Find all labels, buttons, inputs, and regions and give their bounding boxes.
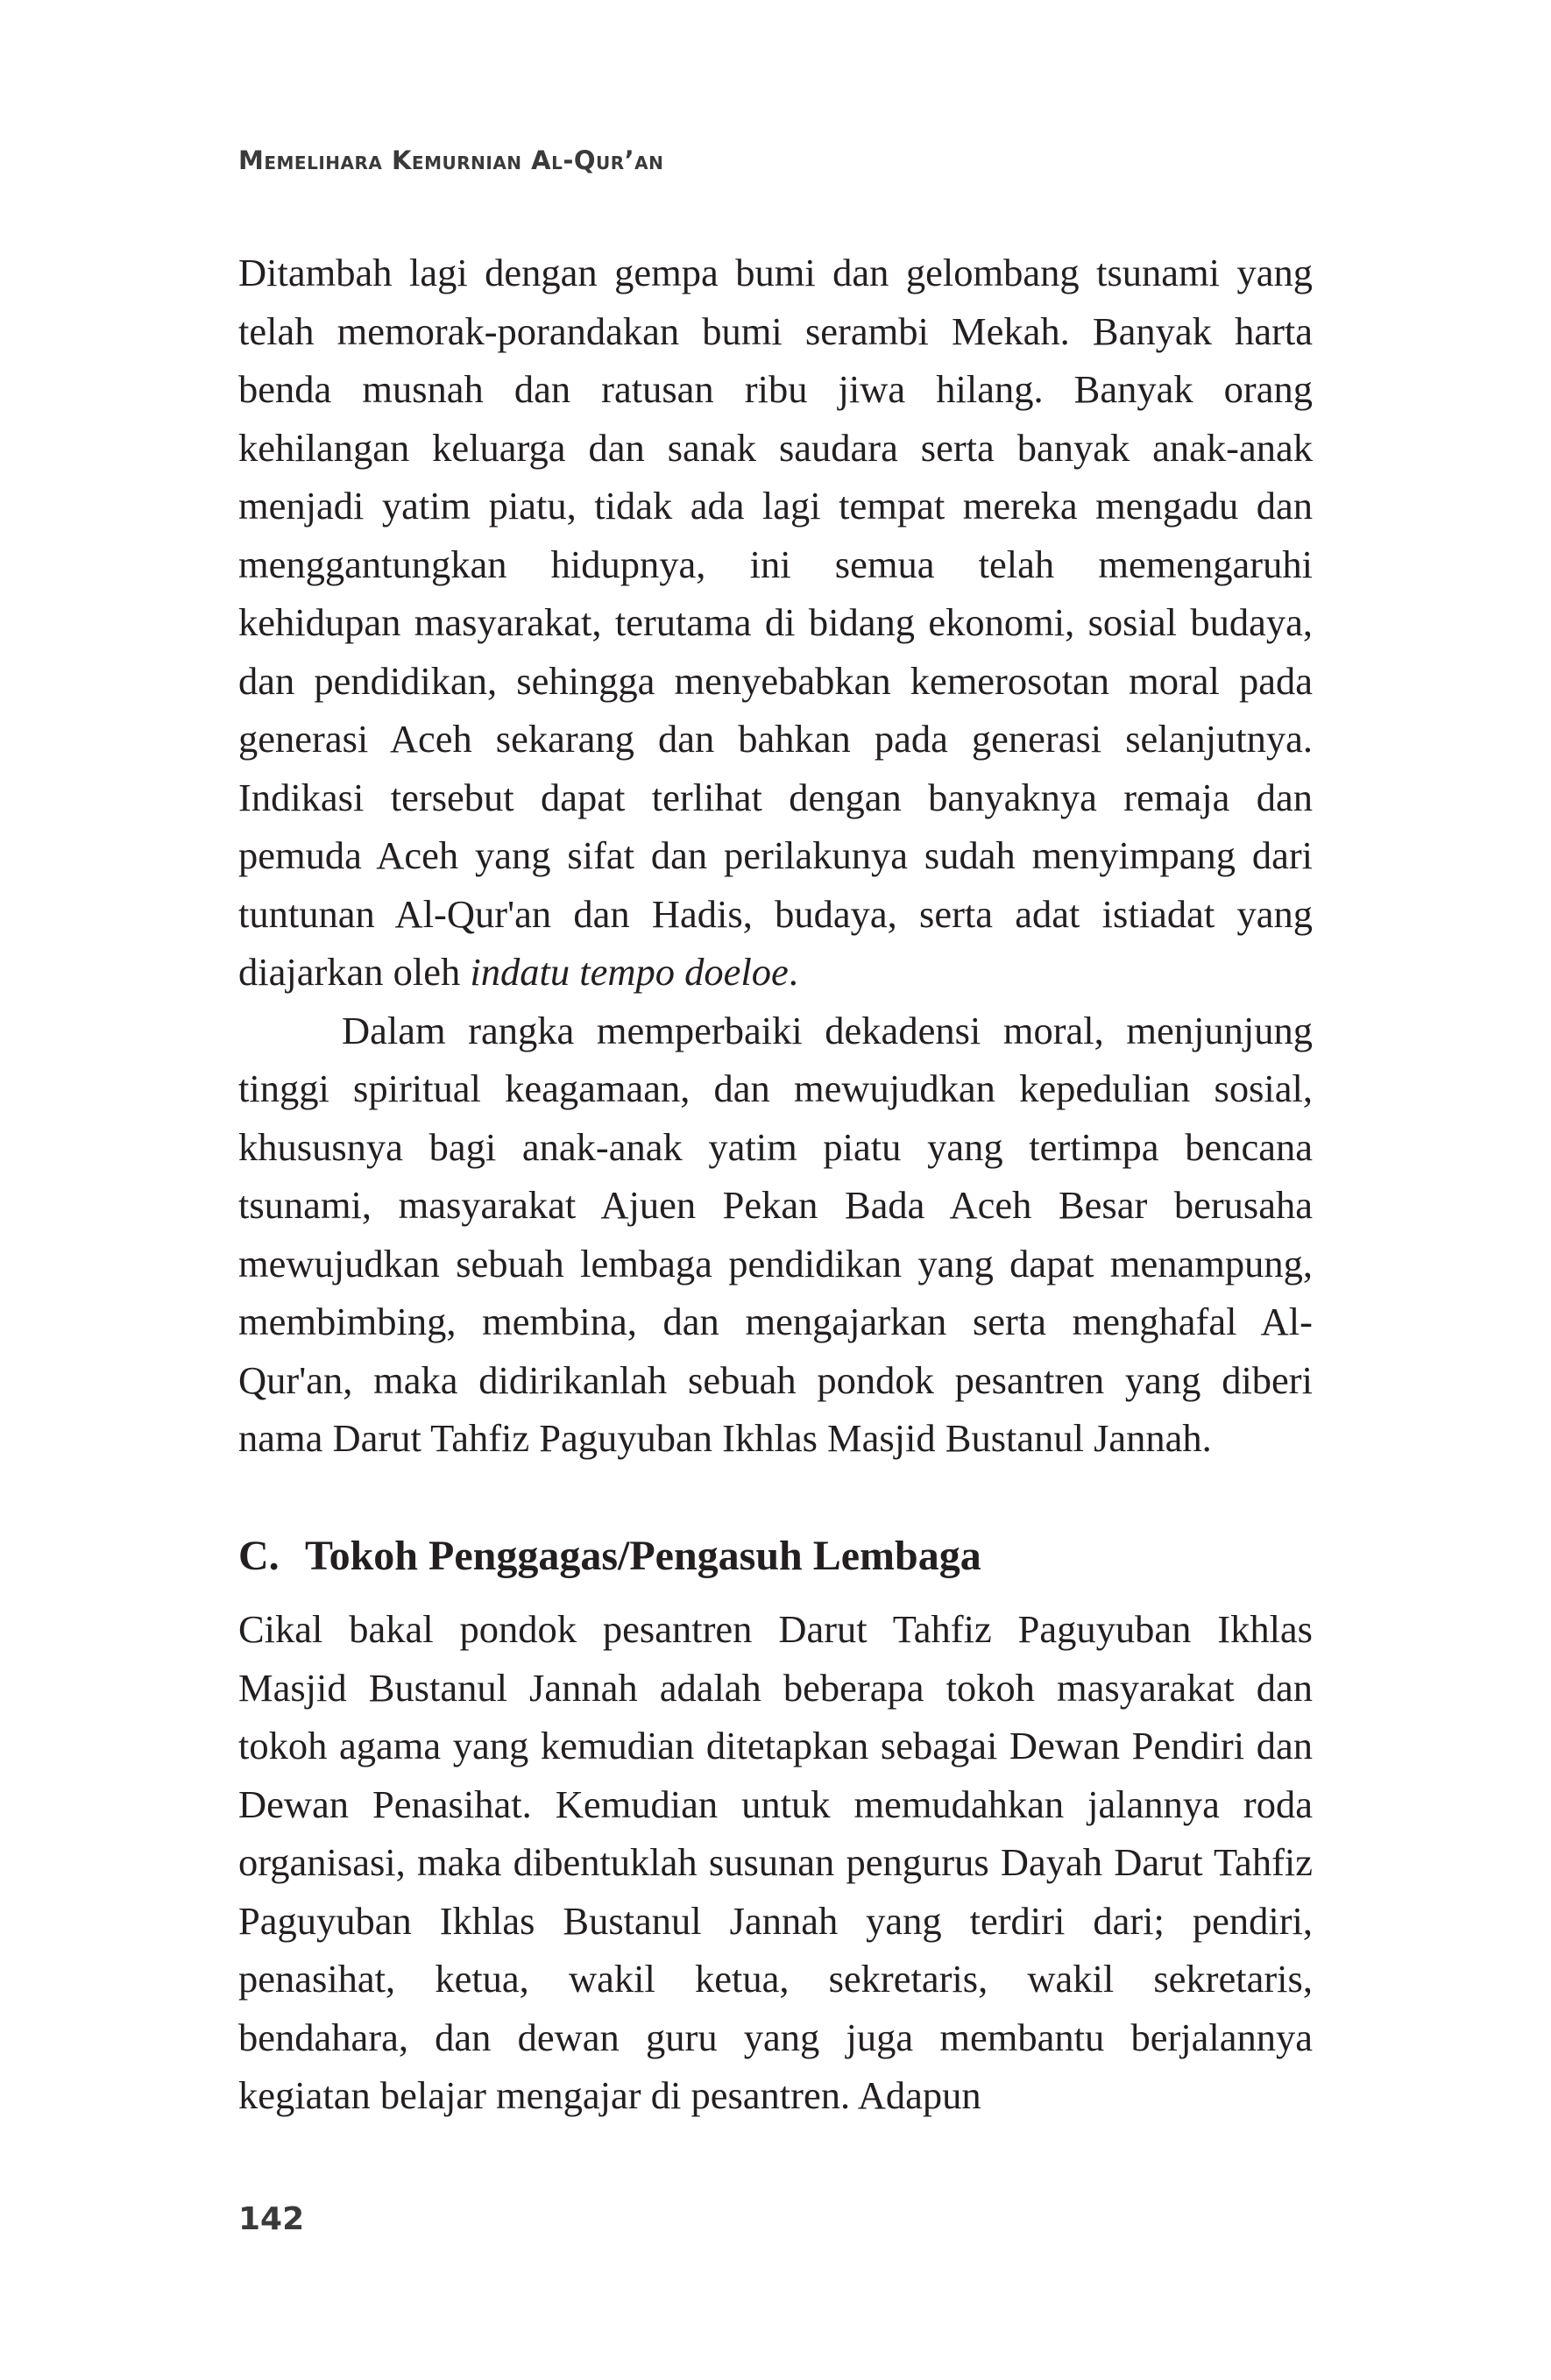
running-head: Memelihara Kemurnian Al-Qur’an	[238, 145, 664, 175]
body-text-upper	[238, 244, 1313, 1468]
paragraph-1-italic-term: indatu tempo doeloe	[470, 950, 789, 994]
section-letter: C.	[238, 1533, 280, 1579]
paragraph-2: Dalam rangka memperbaiki dekadensi moral, menjunjung tinggi spiritual keagamaan, dan mewujudkan kepedulian sosial, khususnya bagi anak-anak yatim piatu yang tertimpa bencana tsunami, masyarakat Ajuen Pekan Bada Aceh Besar berusaha mewujudkan sebuah lembaga pendidikan yang dapat menampung, membimbing, membina, dan mengajarkan serta menghafal Al-Qur'an, maka didirikanlah sebuah pondok pesantren yang diberi nama Darut Tahfiz Paguyuban Ikhlas Masjid Bustanul Jannah.	[238, 1008, 1313, 1460]
body-text-lower	[238, 1600, 1313, 2125]
paragraph-1	[238, 244, 1313, 1002]
section-title: Tokoh Penggagas/Pengasuh Lembaga	[305, 1533, 981, 1579]
section-heading	[238, 1532, 981, 1580]
paragraph-3: Cikal bakal pondok pesantren Darut Tahfiz Paguyuban Ikhlas Masjid Bustanul Jannah adalah beberapa tokoh masyarakat dan tokoh agama yang kemudian ditetapkan sebagai Dewan Pendiri dan Dewan Penasihat. Kemudian untuk memudahkan jalannya roda organisasi, maka dibentuklah susunan pengurus Dayah Darut Tahfiz Paguyuban Ikhlas Bustanul Jannah yang terdiri dari; pendiri, penasihat, ketua, wakil ketua, sekretaris, wakil sekretaris, bendahara, dan dewan guru yang juga membantu berjalannya kegiatan belajar mengajar di pesantren. Adapun	[238, 1607, 1313, 2117]
paragraph-1-end: .	[788, 950, 798, 994]
page-number: 142	[238, 2201, 305, 2237]
paragraph-1-text: Ditambah lagi dengan gempa bumi dan gelombang tsunami yang telah memorak-porandakan bumi serambi Mekah. Banyak harta benda musnah dan ratusan ribu jiwa hilang. Banyak orang kehilangan keluarga dan sanak saudara serta banyak anak-anak menjadi yatim piatu, tidak ada lagi tempat mereka mengadu dan menggantungkan hidupnya, ini semua telah memengaruhi kehidupan masyarakat, terutama di bidang ekonomi, sosial budaya, dan pendidikan, sehingga menyebabkan kemerosotan moral pada generasi Aceh sekarang dan bahkan pada generasi selanjutnya. Indikasi tersebut dapat terlihat dengan banyaknya remaja dan pemuda Aceh yang sifat dan perilakunya sudah menyimpang dari tuntunan Al-Qur'an dan Hadis, budaya, serta adat istiadat yang diajarkan oleh	[238, 251, 1313, 994]
